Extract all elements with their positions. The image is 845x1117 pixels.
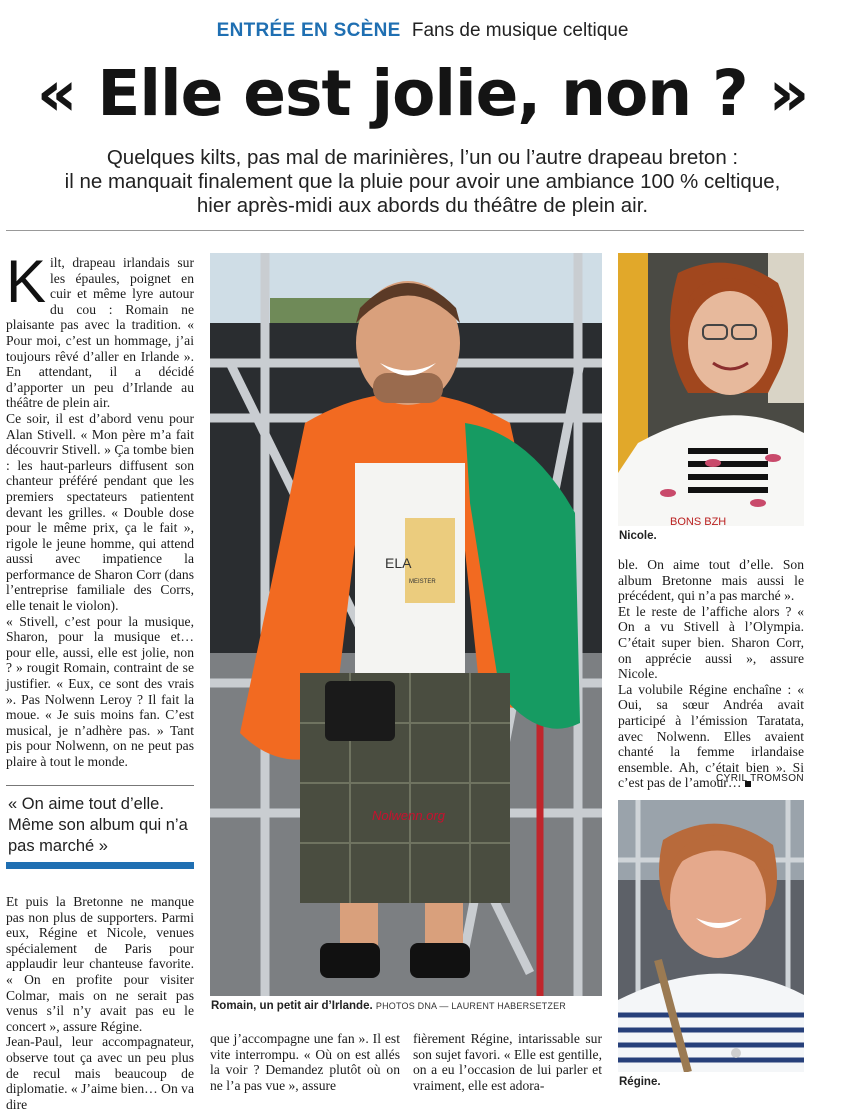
photo-regine — [618, 800, 804, 1072]
paragraph-text: ilt, drapeau irlandais sur les épaules, poignet en cuir et même lyre autour du cou : Romain ne plaisante pas avec la tradition. « Pour moi, c’est un hommage, j’ai toujours rêvé d’aller en Irlande ». En attendant, il a décidé d’apporter un peu d’Irlande au théâtre de plein air. — [6, 255, 194, 411]
rubric-line — [0, 20, 845, 42]
paragraph: Et puis la Bretonne ne manque pas non plus de supporters. Parmi eux, Régine et Nicole, venues spécialement de Paris pour applaudir leur chanteuse favorite. « On en profite pour visiter Colmar, mais on ne serait pas venus s’il n’y avait pas eu le concert », assure Régine. — [6, 894, 194, 1034]
pull-quote-bar — [6, 862, 194, 869]
nicole-caption — [619, 530, 805, 542]
byline: CYRIL TROMSON — [716, 773, 804, 784]
header-divider — [6, 230, 804, 231]
cup-print: MEISTER — [409, 579, 436, 585]
photo-regine-illustration — [618, 800, 804, 1072]
photo-romain — [210, 253, 602, 996]
paragraph: fièrement Régine, intarissable sur son sujet favori. « Elle est gentille, on a eu l’occasion de lui parler et vraiment, elle est adora- — [413, 1031, 602, 1093]
caption-text: Régine. — [619, 1076, 661, 1088]
dropcap: K — [6, 248, 47, 315]
regine-caption — [619, 1076, 805, 1088]
caption-text: Romain, un petit air d’Irlande. — [211, 1000, 373, 1012]
shirt-print: ELA — [385, 555, 412, 571]
article-column-3 — [413, 1031, 602, 1093]
article-column-1 — [6, 248, 194, 770]
paragraph: que j’accompagne une fan ». Il est vite interrompu. « Où on est allés la voir ? Demandez plutôt où on ne l’a pas vue », assure — [210, 1031, 400, 1093]
article-column-1-continued — [6, 894, 194, 1112]
rubric-label: ENTRÉE EN SCÈNE — [216, 20, 401, 41]
watermark: Nolwenn.org — [372, 808, 445, 823]
article-column-4 — [618, 557, 804, 791]
paragraph: Ce soir, il est d’abord venu pour Alan Stivell. « Mon père m’a fait découvrir Stivell. » Ça tombe bien : les haut-parleurs diffusent son chanteur préféré pendant que les premiers spectateurs patientent devant les grilles. « Double dose pour le même prix, ça le fait », rigole le jeune homme, qui attend aussi avec impatience la performance de Sharon Corr (dans l’entreprise familiale des Corrs, elle tenait le violon). — [6, 410, 194, 614]
paragraph: Et le reste de l’affiche alors ? « On a vu Stivell à l’Olympia. C’était super bien. Sharon Corr, on apprécie aussi », assure Nicole. — [618, 603, 804, 682]
lead-line: il ne manquait finalement que la pluie pour avoir une ambiance 100 % celtique, — [64, 170, 781, 193]
photo-nicole-illustration — [618, 253, 804, 526]
paragraph-text: La volubile Régine enchaîne : « Oui, sa sœur Andréa avait participé à l’émission Taratata, avec Nolwenn. Elles avaient chanté la femme irlandaise ensemble. Ah, c’était bien ». Si c’est pas de l’amour… — [618, 681, 804, 791]
main-photo-caption — [211, 1000, 611, 1012]
paragraph: « Stivell, c’est pour la musique, Sharon, pour la musique et… pour elle, aussi, elle est jolie, non ? » rougit Romain, contraint de se justifier. « Eux, ce sont des vrais ». Pas Nolwenn Leroy ? Il fait la moue. « Je suis moins fan. C’est musical, je n’adhère pas. » Tant pis pour Nolwenn, on ne peut pas plaire à tout le monde. — [6, 613, 194, 769]
lead-line: hier après-midi aux abords du théâtre de plein air. — [196, 194, 649, 217]
rubric-subtitle: Fans de musique celtique — [411, 20, 629, 41]
lead-line: Quelques kilts, pas mal de marinières, l’un ou l’autre drapeau breton : — [106, 146, 739, 169]
photo-romain-illustration — [210, 253, 602, 996]
paragraph: Jean-Paul, leur accompagnateur, observe tout ça avec un peu plus de recul mais beaucoup de diplomatie. « J’aime bien… On va dire — [6, 1034, 195, 1112]
lead-paragraph — [10, 146, 835, 218]
pull-quote-text: « On aime tout d’elle. Même son album qui n’a pas marché » — [8, 795, 188, 855]
pull-quote — [6, 785, 194, 869]
paragraph — [6, 248, 194, 411]
paragraph: ble. On aime tout d’elle. Son album Bretonne mais aussi le précédent, qui n’a pas marché ». — [618, 557, 804, 604]
photo-credit: PHOTOS DNA — LAURENT HABERSETZER — [375, 1001, 566, 1011]
photo-nicole — [618, 253, 804, 526]
article-column-2 — [210, 1031, 400, 1093]
headline: « Elle est jolie, non ? » — [36, 57, 809, 130]
nicole-shirt-print: BONS BZH — [670, 516, 727, 526]
caption-text: Nicole. — [619, 530, 657, 542]
